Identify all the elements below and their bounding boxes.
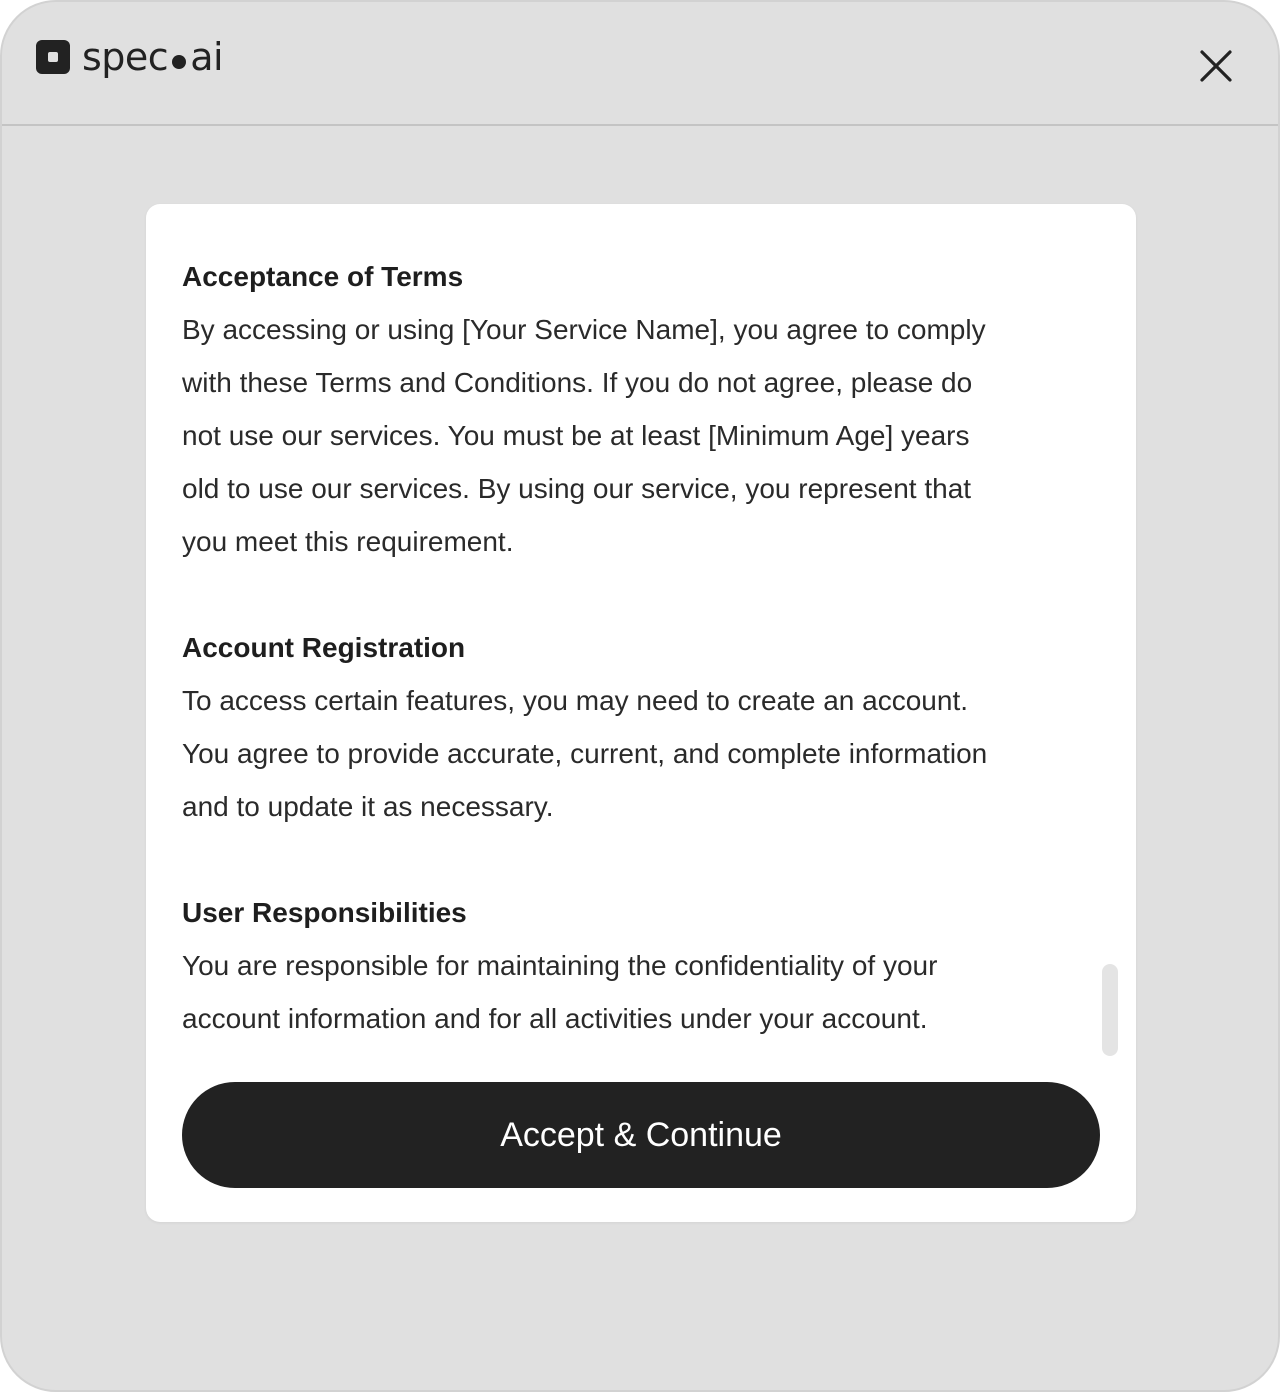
section-title: Acceptance of Terms bbox=[182, 261, 464, 292]
terms-section-responsibilities bbox=[182, 886, 1082, 1045]
section-line: and to update it as necessary. bbox=[182, 791, 554, 822]
brand-wordmark bbox=[82, 32, 223, 82]
section-line: To access certain features, you may need to create an account. bbox=[182, 685, 968, 716]
section-line: you meet this requirement. bbox=[182, 526, 514, 557]
square-dot-logo-icon bbox=[36, 40, 70, 74]
terms-section-acceptance bbox=[182, 250, 1082, 568]
terms-section-registration bbox=[182, 621, 1082, 833]
section-line: You are responsible for maintaining the confidentiality of your bbox=[182, 950, 938, 981]
section-line: account information and for all activities under your account. bbox=[182, 1003, 928, 1034]
section-line: You agree to provide accurate, current, and complete information bbox=[182, 738, 988, 769]
header-bar bbox=[2, 2, 1278, 126]
brand-wordmark-right: ai bbox=[190, 35, 224, 79]
terms-card bbox=[146, 204, 1136, 1222]
section-line: with these Terms and Conditions. If you do not agree, please do bbox=[182, 367, 973, 398]
close-icon bbox=[1196, 46, 1236, 86]
section-line: old to use our services. By using our service, you represent that bbox=[182, 473, 972, 504]
scrollbar-thumb[interactable] bbox=[1102, 964, 1118, 1056]
section-title: User Responsibilities bbox=[182, 897, 467, 928]
brand-wordmark-left: spec bbox=[82, 35, 169, 79]
section-line: not use our services. You must be at least [Minimum Age] years bbox=[182, 420, 970, 451]
brand-logo bbox=[36, 32, 223, 82]
close-button[interactable] bbox=[1196, 46, 1236, 86]
brand-dot-icon bbox=[172, 55, 186, 69]
accept-continue-button[interactable]: Accept & Continue bbox=[182, 1082, 1100, 1188]
section-title: Account Registration bbox=[182, 632, 466, 663]
terms-scroll-area[interactable] bbox=[182, 250, 1082, 1050]
section-line: By accessing or using [Your Service Name], you agree to comply bbox=[182, 314, 986, 345]
